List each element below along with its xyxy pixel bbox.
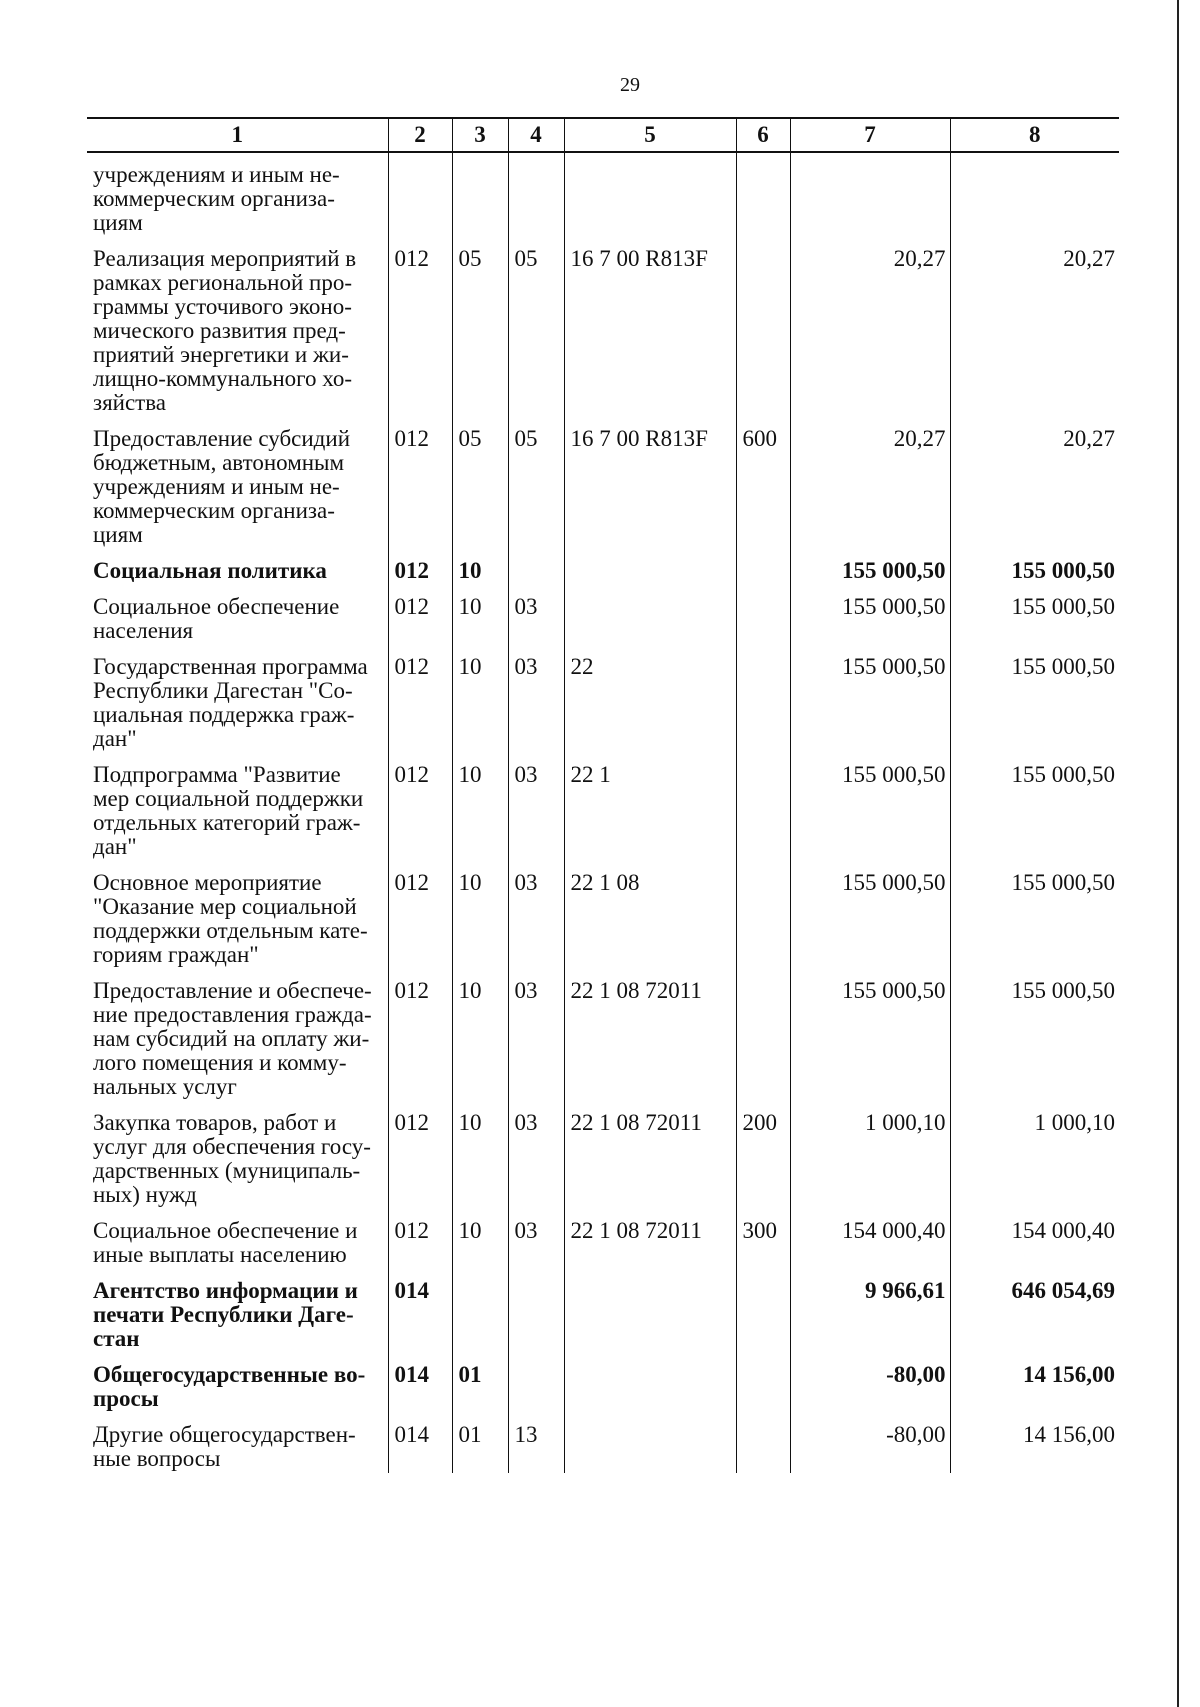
row-amount-col8 [950, 152, 1119, 247]
row-amount-col8: 14 156,00 [950, 1423, 1119, 1473]
row-program-code [564, 1363, 736, 1423]
row-program-code: 22 1 [564, 763, 736, 871]
row-amount-col8: 155 000,50 [950, 655, 1119, 763]
page-number: 29 [620, 74, 640, 96]
row-name: Государственная программа Республики Дагестан "Со- циальная поддержка граж- дан" [87, 655, 388, 763]
row-ministry-code: 014 [388, 1423, 452, 1473]
row-amount-col7: 1 000,10 [790, 1111, 950, 1219]
row-amount-col8: 20,27 [950, 427, 1119, 559]
row-amount-col7: 20,27 [790, 427, 950, 559]
table-row [87, 763, 1119, 871]
header-row [87, 118, 1119, 152]
row-section-code: 10 [452, 1111, 508, 1219]
row-subsection-code: 03 [508, 763, 564, 871]
row-subsection-code: 03 [508, 595, 564, 655]
header-col-3: 3 [452, 118, 508, 152]
row-ministry-code: 012 [388, 559, 452, 595]
row-amount-col8: 154 000,40 [950, 1219, 1119, 1279]
table-row [87, 1363, 1119, 1423]
header-col-5: 5 [564, 118, 736, 152]
row-name: Социальное обеспечение и иные выплаты населению [87, 1219, 388, 1279]
row-amount-col7: 155 000,50 [790, 559, 950, 595]
row-amount-col8: 646 054,69 [950, 1279, 1119, 1363]
table-row [87, 1279, 1119, 1363]
row-expense-type [736, 595, 790, 655]
row-program-code: 22 [564, 655, 736, 763]
row-ministry-code: 012 [388, 871, 452, 979]
row-name: Основное мероприятие "Оказание мер социальной поддержки отдельным кате- гориям граждан" [87, 871, 388, 979]
row-section-code [452, 152, 508, 247]
row-amount-col8: 155 000,50 [950, 871, 1119, 979]
row-name: Закупка товаров, работ и услуг для обеспечения госу- дарственных (муниципаль- ных) нужд [87, 1111, 388, 1219]
row-section-code: 10 [452, 655, 508, 763]
row-program-code [564, 559, 736, 595]
row-amount-col7: 155 000,50 [790, 871, 950, 979]
row-program-code: 22 1 08 72011 [564, 1219, 736, 1279]
row-ministry-code: 014 [388, 1279, 452, 1363]
row-program-code: 16 7 00 R813F [564, 247, 736, 427]
header-col-2: 2 [388, 118, 452, 152]
table-row [87, 979, 1119, 1111]
table-row [87, 655, 1119, 763]
row-subsection-code: 05 [508, 247, 564, 427]
row-ministry-code [388, 152, 452, 247]
row-name: Социальная политика [87, 559, 388, 595]
row-name: Другие общегосударствен- ные вопросы [87, 1423, 388, 1473]
row-name: Подпрограмма "Развитие мер социальной поддержки отдельных категорий граж- дан" [87, 763, 388, 871]
row-section-code: 01 [452, 1423, 508, 1473]
row-ministry-code: 012 [388, 427, 452, 559]
row-amount-col7: 155 000,50 [790, 763, 950, 871]
row-ministry-code: 012 [388, 655, 452, 763]
row-expense-type: 600 [736, 427, 790, 559]
row-ministry-code: 012 [388, 763, 452, 871]
row-program-code: 16 7 00 R813F [564, 427, 736, 559]
header-col-4: 4 [508, 118, 564, 152]
row-subsection-code: 03 [508, 655, 564, 763]
row-ministry-code: 012 [388, 1111, 452, 1219]
row-ministry-code: 012 [388, 1219, 452, 1279]
row-subsection-code: 03 [508, 871, 564, 979]
table-row [87, 871, 1119, 979]
row-subsection-code [508, 1363, 564, 1423]
table-body [87, 152, 1119, 1473]
header-col-6: 6 [736, 118, 790, 152]
row-expense-type [736, 559, 790, 595]
row-section-code [452, 1279, 508, 1363]
row-subsection-code [508, 559, 564, 595]
table-row [87, 1111, 1119, 1219]
row-expense-type [736, 152, 790, 247]
header-col-7: 7 [790, 118, 950, 152]
row-section-code: 10 [452, 979, 508, 1111]
row-amount-col8: 155 000,50 [950, 559, 1119, 595]
row-amount-col8: 155 000,50 [950, 763, 1119, 871]
row-section-code: 10 [452, 559, 508, 595]
row-amount-col7: 155 000,50 [790, 595, 950, 655]
header-col-1: 1 [87, 118, 388, 152]
row-name: Реализация мероприятий в рамках региональной про- граммы усточивого эконо- мического развития пред- приятий энергетики и жи- лищно-коммунального хо- зяйства [87, 247, 388, 427]
row-amount-col8: 1 000,10 [950, 1111, 1119, 1219]
budget-table [87, 117, 1119, 1473]
row-expense-type [736, 655, 790, 763]
table-row [87, 427, 1119, 559]
row-amount-col8: 155 000,50 [950, 595, 1119, 655]
row-amount-col7: 20,27 [790, 247, 950, 427]
row-program-code [564, 152, 736, 247]
row-expense-type: 300 [736, 1219, 790, 1279]
row-amount-col7: 155 000,50 [790, 979, 950, 1111]
row-amount-col7: 154 000,40 [790, 1219, 950, 1279]
row-expense-type: 200 [736, 1111, 790, 1219]
row-program-code: 22 1 08 72011 [564, 979, 736, 1111]
row-subsection-code [508, 1279, 564, 1363]
row-expense-type [736, 1279, 790, 1363]
row-expense-type [736, 1363, 790, 1423]
row-amount-col7: 9 966,61 [790, 1279, 950, 1363]
row-name: Общегосударственные во- просы [87, 1363, 388, 1423]
row-subsection-code: 03 [508, 1219, 564, 1279]
row-amount-col8: 14 156,00 [950, 1363, 1119, 1423]
row-section-code: 05 [452, 427, 508, 559]
row-expense-type [736, 763, 790, 871]
row-amount-col8: 20,27 [950, 247, 1119, 427]
row-name: учреждениям и иным не- коммерческим организа- циям [87, 152, 388, 247]
header-col-8: 8 [950, 118, 1119, 152]
row-ministry-code: 012 [388, 247, 452, 427]
table-row [87, 1423, 1119, 1473]
row-program-code [564, 1279, 736, 1363]
row-section-code: 10 [452, 763, 508, 871]
row-subsection-code: 13 [508, 1423, 564, 1473]
row-ministry-code: 012 [388, 595, 452, 655]
row-amount-col7: -80,00 [790, 1423, 950, 1473]
row-amount-col7: -80,00 [790, 1363, 950, 1423]
row-subsection-code [508, 152, 564, 247]
row-section-code: 05 [452, 247, 508, 427]
row-name: Предоставление и обеспече- ние предоставления гражда- нам субсидий на оплату жи- лого помещения и комму- нальных услуг [87, 979, 388, 1111]
row-subsection-code: 03 [508, 1111, 564, 1219]
row-expense-type [736, 247, 790, 427]
table-row [87, 559, 1119, 595]
row-ministry-code: 014 [388, 1363, 452, 1423]
row-program-code: 22 1 08 [564, 871, 736, 979]
row-amount-col8: 155 000,50 [950, 979, 1119, 1111]
row-subsection-code: 03 [508, 979, 564, 1111]
row-expense-type [736, 979, 790, 1111]
row-section-code: 10 [452, 871, 508, 979]
row-amount-col7 [790, 152, 950, 247]
row-name: Агентство информации и печати Республики Даге- стан [87, 1279, 388, 1363]
row-section-code: 10 [452, 595, 508, 655]
table-row [87, 595, 1119, 655]
row-program-code: 22 1 08 72011 [564, 1111, 736, 1219]
row-section-code: 01 [452, 1363, 508, 1423]
table-row [87, 152, 1119, 247]
row-amount-col7: 155 000,50 [790, 655, 950, 763]
row-subsection-code: 05 [508, 427, 564, 559]
table-row [87, 1219, 1119, 1279]
row-name: Предоставление субсидий бюджетным, автономным учреждениям и иным не- коммерческим организа- циям [87, 427, 388, 559]
row-ministry-code: 012 [388, 979, 452, 1111]
row-section-code: 10 [452, 1219, 508, 1279]
row-expense-type [736, 1423, 790, 1473]
table-row [87, 247, 1119, 427]
row-expense-type [736, 871, 790, 979]
row-name: Социальное обеспечение населения [87, 595, 388, 655]
row-program-code [564, 595, 736, 655]
page-edge-line [1177, 0, 1179, 1707]
row-program-code [564, 1423, 736, 1473]
